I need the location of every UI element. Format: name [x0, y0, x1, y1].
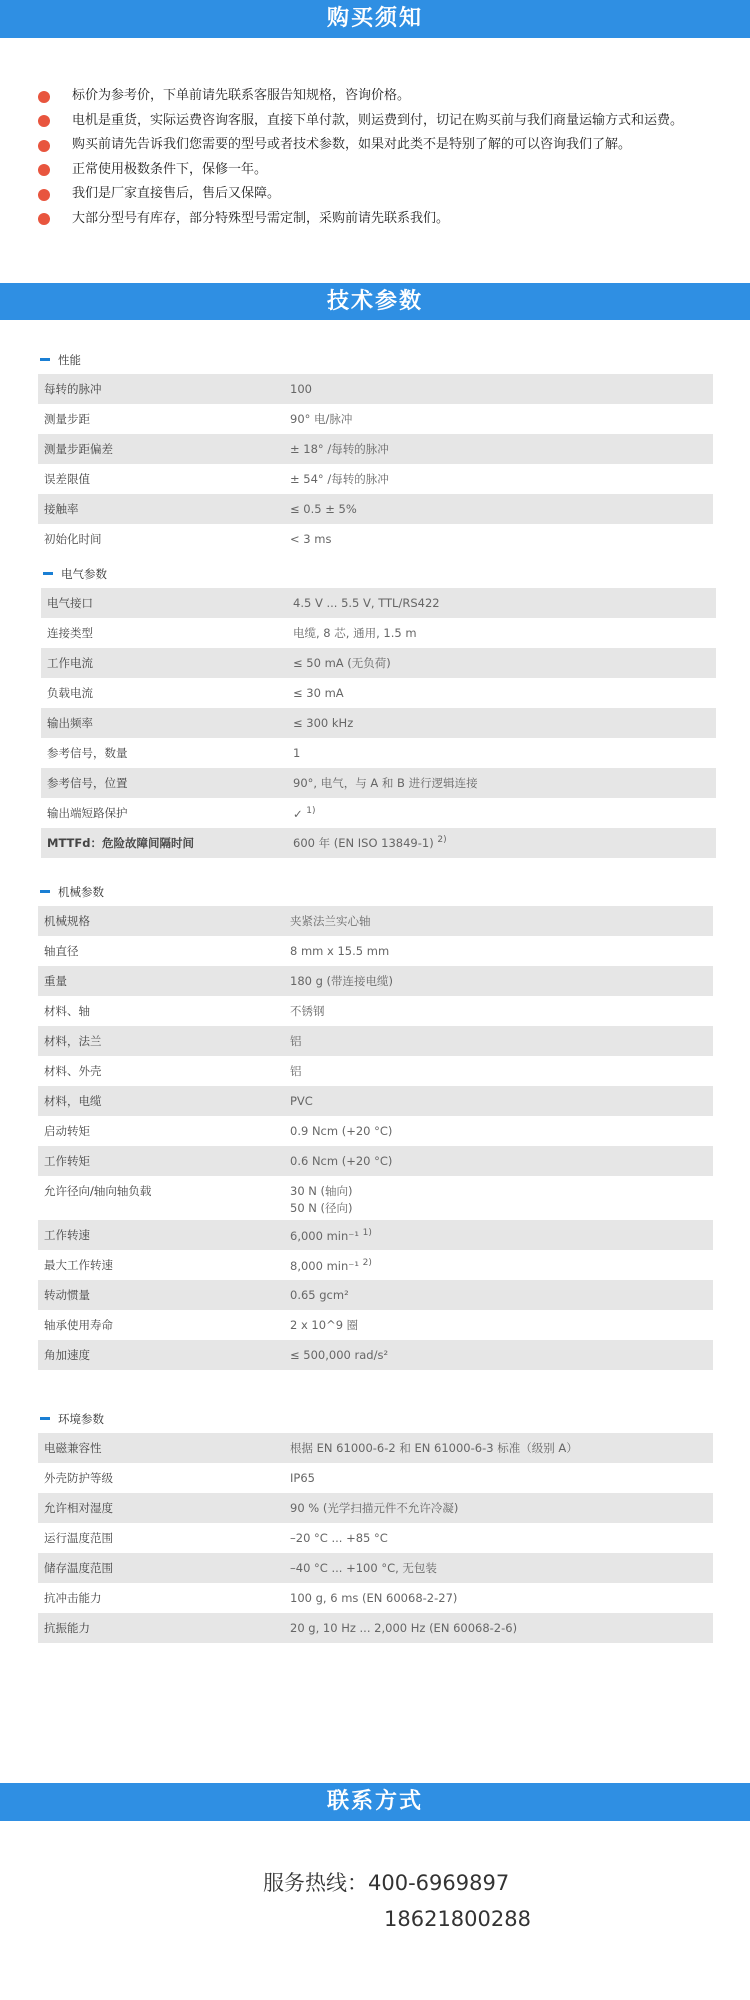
spec-row: 材料，电缆 PVC — [38, 1086, 713, 1116]
notice-item: 我们是厂家直接售后，售后又保障。 — [38, 182, 743, 207]
spec-row: 机械规格 夹紧法兰实心轴 — [38, 906, 713, 936]
spec-row: 测量步距偏差 ± 18° /每转的脉冲 — [38, 434, 713, 464]
spec-row: 输出端短路保护 ✓ $^{1)}$ — [47, 805, 316, 821]
notice-item: 大部分型号有库存，部分特殊型号需定制，采购前请先联系我们。 — [38, 207, 743, 232]
bullet-dot-icon — [38, 189, 50, 201]
spec-row: 输出频率 ≤ 300 kHz — [41, 708, 716, 738]
bullet-dot-icon — [38, 91, 50, 103]
hotline-label: 服务热线： — [263, 1871, 368, 1895]
spec-row: 测量步距 90° 电/脉冲 — [44, 412, 353, 426]
spec-row: 重量 180 g (带连接电缆) — [38, 966, 713, 996]
bullet-dot-icon — [38, 115, 50, 127]
spec-row: 参考信号，数量 1 — [47, 746, 301, 760]
spec-row: 接触率 ≤ 0.5 ± 5% — [38, 494, 713, 524]
mobile-number: 18621800288 — [384, 1907, 531, 1931]
hotline-number: 400-6969897 — [368, 1871, 510, 1895]
spec-row: 轴承使用寿命 2 x 10^9 圈 — [44, 1318, 359, 1332]
spec-row: 角加速度 ≤ 500,000 rad/s² — [38, 1340, 713, 1370]
spec-row: 允许相对湿度 90 % (光学扫描元件不允许冷凝) — [38, 1493, 713, 1523]
spec-row: 抗冲击能力 100 g, 6 ms (EN 60068-2-27) — [44, 1591, 458, 1605]
section-heading: 环境参数 — [38, 1405, 713, 1433]
electrical-section — [41, 560, 716, 858]
tech-specs-banner: 技术参数 — [0, 283, 750, 320]
spec-row: 工作转矩 0.6 Ncm (+20 °C) — [38, 1146, 713, 1176]
spec-row: MTTFd：危险故障间隔时间 600 年 (EN ISO 13849-1) $^{2)}$ — [41, 828, 716, 858]
section-marker-icon — [40, 358, 50, 361]
purchase-notice-banner: 购买须知 — [0, 0, 750, 38]
section-heading: 电气参数 — [41, 560, 716, 588]
spec-row: 材料、外壳 铝 — [44, 1064, 302, 1078]
spec-row: 工作转速 6,000 min⁻¹ $^{1)}$ — [38, 1220, 713, 1250]
spec-row: 最大工作转速 8,000 min⁻¹ $^{2)}$ — [44, 1257, 372, 1273]
spec-row: 轴直径 8 mm x 15.5 mm — [44, 944, 390, 958]
spec-row: 转动惯量 0.65 gcm² — [38, 1280, 713, 1310]
spec-row: 连接类型 电缆, 8 芯, 通用, 1.5 m — [47, 626, 417, 640]
spec-row: 负载电流 ≤ 30 mA — [47, 686, 344, 700]
spec-row: 工作电流 ≤ 50 mA (无负荷) — [41, 648, 716, 678]
spec-row: 材料、轴 不锈钢 — [44, 1004, 325, 1018]
spec-row: 材料，法兰 铝 — [38, 1026, 713, 1056]
spec-row: 允许径向/轴向轴负载 30 N (轴向) 50 N (径向) — [44, 1184, 353, 1215]
section-marker-icon — [40, 1417, 50, 1420]
section-heading: 机械参数 — [38, 878, 713, 906]
spec-row: 外壳防护等级 IP65 — [44, 1471, 315, 1485]
notice-item: 电机是重货，实际运费咨询客服，直接下单付款，则运费到付，切记在购买前与我们商量运输方式和运费。 — [38, 109, 743, 134]
spec-row: 储存温度范围 –40 °C ... +100 °C, 无包装 — [38, 1553, 713, 1583]
notice-item: 标价为参考价，下单前请先联系客服告知规格，咨询价格。 — [38, 84, 743, 109]
section-marker-icon — [43, 572, 53, 575]
spec-row: 参考信号，位置 90°, 电气，与 A 和 B 进行逻辑连接 — [41, 768, 716, 798]
mechanical-section — [38, 878, 713, 1370]
bullet-dot-icon — [38, 164, 50, 176]
spec-row: 每转的脉冲 100 — [38, 374, 713, 404]
bullet-dot-icon — [38, 213, 50, 225]
section-marker-icon — [40, 890, 50, 893]
contact-info — [263, 1865, 531, 1937]
contact-banner: 联系方式 — [0, 1783, 750, 1821]
section-heading: 性能 — [38, 346, 713, 374]
spec-row: 启动转矩 0.9 Ncm (+20 °C) — [44, 1124, 393, 1138]
bullet-dot-icon — [38, 140, 50, 152]
notice-item: 正常使用极数条件下，保修一年。 — [38, 158, 743, 183]
hotline-line — [263, 1865, 531, 1901]
spec-row: 电气接口 4.5 V ... 5.5 V, TTL/RS422 — [41, 588, 716, 618]
checkmark-icon: ✓ — [293, 806, 303, 821]
purchase-notice-list — [38, 84, 743, 231]
notice-item: 购买前请先告诉我们您需要的型号或者技术参数，如果对此类不是特别了解的可以咨询我们了解。 — [38, 133, 743, 158]
spec-row: 初始化时间 < 3 ms — [44, 532, 332, 546]
spec-row: 电磁兼容性 根据 EN 61000-6-2 和 EN 61000-6-3 标准（级别 A） — [38, 1433, 713, 1463]
performance-section — [38, 346, 713, 554]
spec-row: 抗振能力 20 g, 10 Hz ... 2,000 Hz (EN 60068-2-6) — [38, 1613, 713, 1643]
environment-section — [38, 1405, 713, 1643]
spec-row: 运行温度范围 –20 °C ... +85 °C — [44, 1531, 388, 1545]
spec-row: 误差限值 ± 54° /每转的脉冲 — [44, 472, 389, 486]
